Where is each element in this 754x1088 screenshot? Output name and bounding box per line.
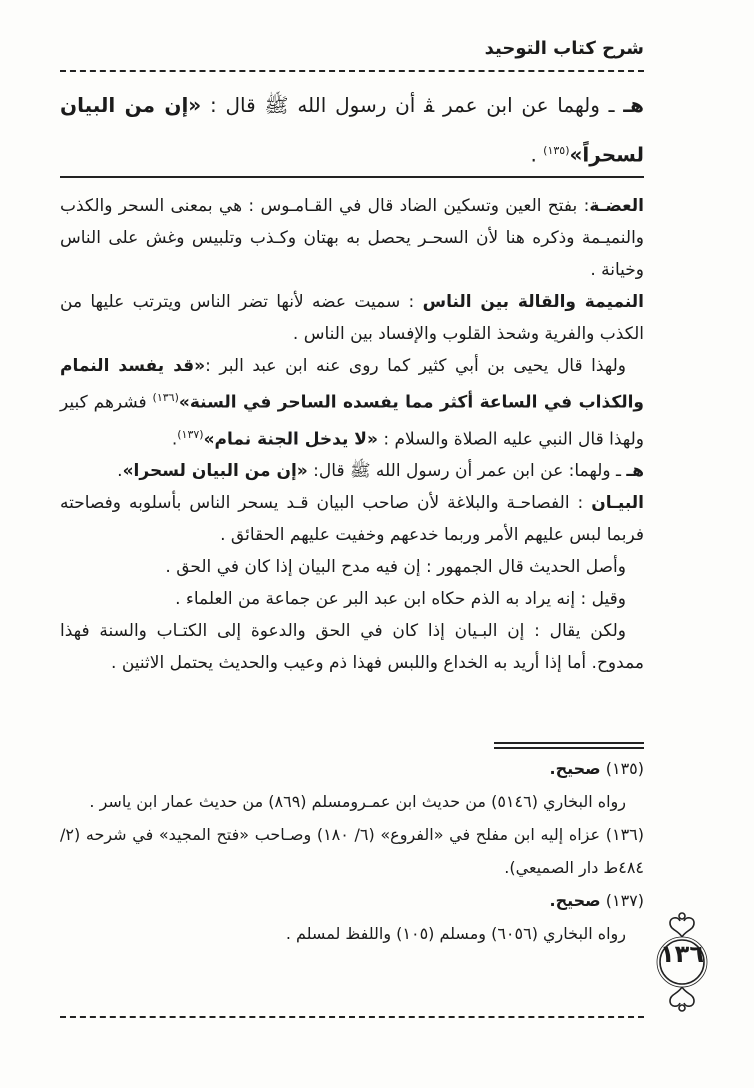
quote-yahya: «قد يفسد النمام والكذاب في الساعة أكثر مما يفسده الساحر في السنة»: [60, 356, 644, 413]
footnotes: [60, 752, 644, 950]
honorific-prophet: ﷺ: [349, 461, 371, 482]
footnote-135-text: رواه البخاري (٥١٤٦) من حديث ابن عمـرومسلم (٨٦٩) من حديث عمار ابن ياسر .: [89, 792, 626, 811]
header-divider: [60, 70, 644, 72]
paragraph-1: العضـة: بفتح العين وتسكين الضاد قال في القـامـوس : هي بمعنى السحر والكذب والنميـمة وذكره هنا لأن السحـر يحصل به بهتان وكـذب وتلبيس وغش على الناس وخيانة .: [60, 196, 644, 280]
term-namima: النميمة والقالة بين الناس: [422, 292, 645, 312]
hadith-quote: «إن من البيان لسحراً»: [60, 93, 644, 167]
footnote-136: (١٣٦) عزاه إليه ابن مفلح في «الفروع» (٦/ ١٨٠) وصـاحب «فتح المجيد» في شرحه (٢/ ٤٨٤ط دار الصميعي).: [60, 825, 644, 877]
paragraph-2: النميمة والقالة بين الناس : سميت عضه لأنها تضر الناس ويترتب عليها من الكذب والفرية وشحذ القلوب والإفساد بين الناس .: [60, 292, 645, 344]
footnote-135-heading: (١٣٥) صحيح.: [549, 759, 644, 778]
footnote-ref-136: (١٣٦): [152, 391, 179, 404]
hadith-quote-repeat: «إن من البيان لسحرا»: [122, 461, 308, 482]
section-mark: ﻫـ: [623, 93, 644, 117]
footnote-ref-135: (١٣٥): [543, 144, 570, 157]
footnote-divider-second: [494, 747, 644, 749]
term-adah: العضـة: [589, 196, 644, 216]
hadith-text: ﻫـ ـ ولهما عن ابن عمر ﭭ أن رسول الله ﷺ قال : «إن من البيان لسحراً»$^{(١٣٥)}$ .: [60, 93, 644, 167]
paragraph-7: وقيل : إنه يراد به الذم حكاه ابن عبد البر عن جماعة من العلماء .: [175, 589, 626, 610]
commentary: [60, 190, 644, 679]
paragraph-4: ﻫـ ـ ولهما: عن ابن عمر أن رسول الله ﷺ قال: «إن من البيان لسحرا».: [117, 461, 644, 482]
hadith-divider: [60, 176, 644, 178]
footnote-ref-137: (١٣٧): [177, 427, 204, 441]
footnote-divider: [494, 742, 644, 744]
paragraph-6: وأصل الحديث قال الجمهور : إن فيه مدح البيان إذا كان في الحق .: [165, 557, 626, 578]
honorific-prophet: ﷺ: [264, 93, 289, 117]
running-header-title: شرح كتاب التوحيد: [484, 38, 644, 59]
page-number: ١٣٦: [660, 940, 704, 968]
paragraph-5: البيـان : الفصاحـة والبلاغة لأن صاحب البيان قـد يسحر الناس بأسلوبه وفصاحته فربما لبس عليهم الأمر وربما خدعهم وخفيت عليهم الحقائق .: [60, 493, 644, 546]
honorific-companion: ﭭ: [424, 93, 435, 117]
term-bayan: البيـان: [591, 493, 644, 514]
footnote-137-heading: (١٣٧) صحيح.: [549, 891, 644, 910]
paragraph-8: ولكن يقال : إن البـيان إذا كان في الحق والدعوة إلى الكتـاب والسنة فهذا ممدوح. أما إذا أريد به الخداع واللبس فهذا ذم وعيب والحديث يحتمل الاثنين .: [60, 621, 644, 674]
footer-divider: [60, 1016, 644, 1018]
footnote-137-text: رواه البخاري (٦٠٥٦) ومسلم (١٠٥) واللفظ لمسلم .: [285, 924, 626, 943]
paragraph-3: ولهذا قال يحيى بن أبي كثير كما روى عنه ابن عبد البر :«قد يفسد النمام والكذاب في الساعة أكثر مما يفسده الساحر في السنة»$^{(١٣٦)}$ فشرهم كبير ولهذا قال النبي عليه الصلاة والسلام : «لا يدخل الجنة نمام»$^{(١٣٧)}$.: [60, 356, 644, 450]
section-mark: ﻫـ: [626, 461, 644, 482]
quote-prophet: «لا يدخل الجنة نمام»: [203, 429, 378, 450]
